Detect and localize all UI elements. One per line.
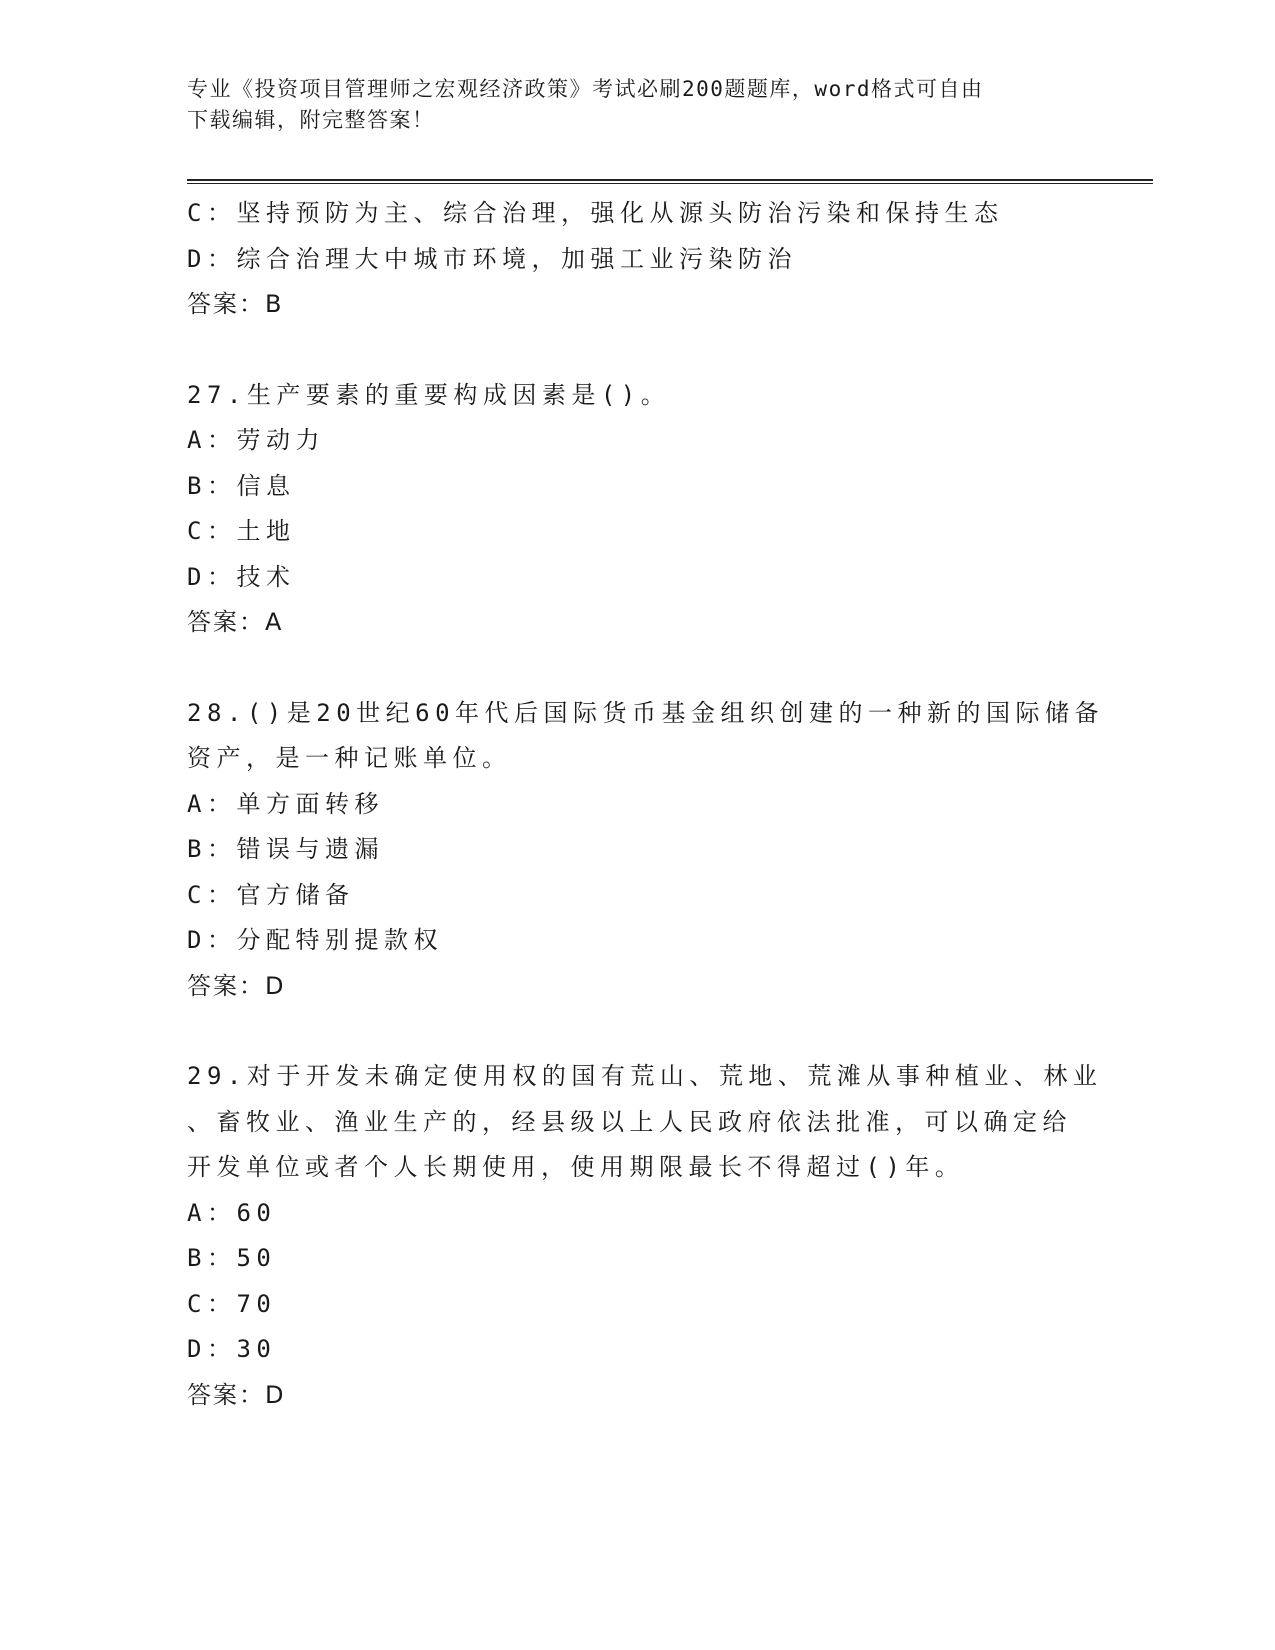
answer-line: 答案：A [187, 608, 284, 636]
answer-line: 答案：D [187, 971, 286, 1000]
option-b: B：信息 [187, 471, 296, 500]
question-text-line-1: 28.()是20世纪60年代后国际货币基金组织创建的一种新的国际储备 [187, 698, 1105, 727]
option-d: D：分配特别提款权 [187, 926, 443, 954]
spacer [187, 1009, 1087, 1054]
header-line-1: 专业《投资项目管理师之宏观经济政策》考试必刷200题题库，word格式可自由 [187, 77, 984, 101]
option-b: B：错误与遗漏 [187, 835, 384, 863]
question-text-line-2: 、畜牧业、渔业生产的，经县级以上人民政府依法批准，可以确定给 [187, 1107, 1072, 1136]
question-block-26 [187, 191, 1087, 328]
answer-line: 答案：D [187, 1380, 286, 1409]
document-body [187, 191, 1105, 1418]
option-d: D：综合治理大中城市环境，加强工业污染防治 [187, 244, 797, 273]
option-c: C：官方储备 [187, 880, 355, 909]
header-divider [187, 179, 1153, 184]
option-b: B：50 [187, 1244, 277, 1272]
option-a: A：劳动力 [187, 426, 325, 454]
option-c: C：坚持预防为主、综合治理，强化从源头防治污染和保持生态 [187, 199, 1004, 227]
header-line-2: 下载编辑，附完整答案！ [187, 108, 435, 132]
question-text-line-2: 资产，是一种记账单位。 [187, 744, 512, 772]
option-d: D：技术 [187, 562, 296, 591]
question-block-27 [187, 373, 1087, 646]
document-header [187, 74, 1067, 136]
option-a: A：60 [187, 1198, 277, 1227]
option-c: C：70 [187, 1289, 277, 1318]
question-text: 27.生产要素的重要构成因素是()。 [187, 380, 671, 409]
spacer [187, 646, 1087, 691]
question-text-line-3: 开发单位或者个人长期使用，使用期限最长不得超过()年。 [187, 1153, 965, 1181]
answer-line: 答案：B [187, 290, 284, 318]
option-a: A：单方面转移 [187, 789, 384, 818]
spacer [187, 328, 1087, 373]
option-d: D：30 [187, 1335, 277, 1363]
question-block-28 [187, 691, 1105, 1010]
question-text-line-1: 29.对于开发未确定使用权的国有荒山、荒地、荒滩从事种植业、林业 [187, 1062, 1103, 1090]
option-c: C：土地 [187, 517, 296, 545]
question-block-29 [187, 1054, 1103, 1418]
